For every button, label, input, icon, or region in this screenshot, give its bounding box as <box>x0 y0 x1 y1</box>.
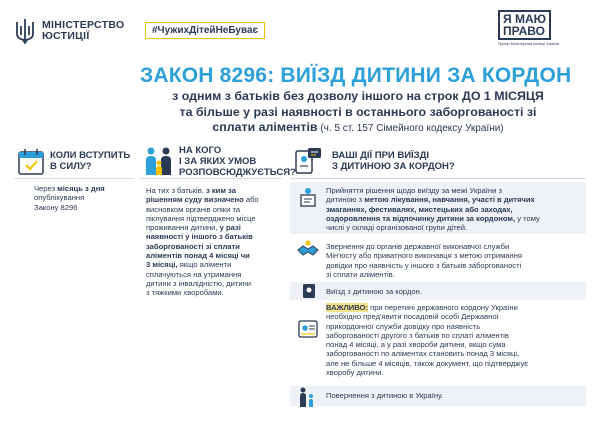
col2-line <box>146 288 284 297</box>
col2-line <box>146 205 284 214</box>
decision-icon <box>296 186 320 210</box>
family-icon <box>142 144 176 178</box>
row2-l4: зі сплати аліментів. <box>326 269 395 279</box>
col1-body <box>34 184 134 212</box>
ministry-line2: ЮСТИЦІЇ <box>42 30 90 42</box>
col3-heading-line1: ВАШІ ДІЇ ПРИ ВИЇЗДІ <box>332 150 430 161</box>
action-row-certificate <box>296 238 584 278</box>
action-row-decision <box>296 186 584 234</box>
page-subtitle <box>138 89 578 137</box>
col1-t1: Через <box>34 184 58 193</box>
col2-line <box>146 223 284 232</box>
row4-l2: необхідно пред'явити посадовій особі Державної <box>326 312 499 322</box>
row2-l2: Мін'юсту або приватного виконавця з метою отримання <box>326 251 523 261</box>
subtitle-line1: з одним з батьків без дозволу іншого на строк ДО 1 МІСЯЦЯ <box>172 89 544 103</box>
logo-subtitle: Проект Міністерства юстиції України <box>498 42 559 46</box>
col1-heading <box>50 150 130 172</box>
col1-t2: опублікування <box>34 193 85 203</box>
col2-line <box>146 279 284 288</box>
row1-l5: числі у складі організованої групи дітей. <box>326 223 468 233</box>
row5-text: Повернення з дитиною в Україну. <box>326 391 444 400</box>
row1-l4b: у тому <box>515 213 540 223</box>
col2-segment: заборгованості зі сплати <box>146 241 240 251</box>
action-row-departure <box>296 283 584 299</box>
ministry-line1: МІНІСТЕРСТВО <box>42 19 125 31</box>
important-label: ВАЖЛИВО: <box>326 303 368 312</box>
col2-segment: з тяжкими хворобами. <box>146 288 224 298</box>
col2-heading-line2: І ЗА ЯКИХ УМОВ <box>179 156 257 167</box>
ya-mayu-pravo-logo <box>498 10 586 46</box>
action-row-return <box>296 388 584 406</box>
col2-segment: дитини з інвалідністю, дитини <box>146 278 252 288</box>
col2-line <box>146 251 284 260</box>
col2-segment: сплачуються на утримання <box>146 269 242 279</box>
subtitle-line3: сплати аліментів <box>212 120 318 135</box>
row4-l3: прикордонної служби довідку про наявність <box>326 321 481 331</box>
col2-line <box>146 214 284 223</box>
trident-icon <box>14 18 36 44</box>
col2-line <box>146 186 284 195</box>
col1-t3: Закону 8296 <box>34 202 78 212</box>
row4-l4: заборгованості другого з батьків по сплаті аліментів <box>326 330 509 340</box>
parent-child-icon <box>296 387 318 407</box>
col2-heading-line3: РОЗПОВСЮДЖУЄТЬСЯ? <box>179 167 296 178</box>
row1-l2a: дитиною з <box>326 195 365 205</box>
action-row-important <box>296 303 584 383</box>
col2-segment: 3 місяці, <box>146 260 178 270</box>
col3-heading <box>332 150 455 172</box>
logo-line1: Я МАЮ <box>503 12 546 26</box>
col2-segment: проживання дитини, <box>146 223 218 233</box>
col2-segment: у разі <box>217 223 241 233</box>
col2-segment: або <box>243 195 259 205</box>
col2-segment: висновком органів опіки та <box>146 204 241 214</box>
col2-segment: На тих з батьків, <box>146 186 206 195</box>
border-guard-icon <box>296 317 320 341</box>
row1-l1: Прийняття рішення щодо виїзду за межі України з <box>326 186 502 195</box>
col2-body <box>146 186 284 298</box>
passport-small-icon <box>300 283 318 299</box>
calendar-icon <box>16 147 46 177</box>
col2-segment: наявності у іншого з батьків <box>146 232 253 242</box>
subtitle-line2: та більше у разі наявності в останнього заборгованості зі <box>179 104 537 119</box>
row1-l4a: оздоровлення та відпочинку дитини за кордоном, <box>326 213 516 223</box>
col3-heading-line2: З ДИТИНОЮ ЗА КОРДОН? <box>332 161 455 172</box>
logo-line2: ПРАВО <box>503 24 545 38</box>
col2-line <box>146 232 284 241</box>
col1-heading-line2: В СИЛУ? <box>50 161 92 172</box>
row4-l8: хворобу дитини. <box>326 368 384 378</box>
col2-divider <box>140 178 282 179</box>
col2-segment: рішенням суду визначено <box>146 195 244 205</box>
handshake-icon <box>296 238 320 262</box>
row2-l3: довідки про наявність у іншого з батьків заборгованості <box>326 260 522 270</box>
hashtag-badge: #ЧужихДітейНеБуває <box>145 22 265 39</box>
col2-heading <box>179 145 296 178</box>
col2-line <box>146 195 284 204</box>
col2-segment: аліментів понад 4 місяці чи <box>146 251 250 261</box>
ministry-logo <box>14 18 124 44</box>
col2-line <box>146 270 284 279</box>
row1-l2b: метою лікування, навчання, участі в дитячих <box>364 195 535 205</box>
col3-divider <box>290 178 586 179</box>
col2-segment: піклування підтверджено місце <box>146 213 256 223</box>
row2-l1: Звернення до органів державної виконавчої служби <box>326 242 510 251</box>
page-title: ЗАКОН 8296: ВИЇЗД ДИТИНИ ЗА КОРДОН <box>140 64 572 87</box>
col1-divider <box>14 178 134 179</box>
row4-l1: при перетині державного кордону України <box>367 303 518 312</box>
row4-l7: але не більше 4 місяців, також документ, що підтверджує <box>326 358 529 368</box>
col1-b1: місяць з дня <box>57 184 105 193</box>
row4-l6: заборгованості по аліментах становить понад 3 місяці, <box>326 349 520 359</box>
col2-line <box>146 260 284 269</box>
row3-text: Виїзд з дитиною за кордон. <box>326 287 422 296</box>
passport-icon <box>292 145 324 177</box>
col2-segment: з ким за <box>205 186 236 195</box>
row1-l3: змаганнях, фестивалях, мистецьких або заходах, <box>326 204 513 214</box>
col2-segment: якщо аліменти <box>177 260 232 270</box>
col2-line <box>146 242 284 251</box>
row4-l5: понад 4 місяці, а у разі хвороби дитини, якщо сума <box>326 340 506 350</box>
subtitle-ref: (ч. 5 ст. 157 Сімейного кодексу України) <box>317 123 504 135</box>
col1-heading-line1: КОЛИ ВСТУПИТЬ <box>50 150 131 161</box>
col2-heading-line1: НА КОГО <box>179 145 222 156</box>
